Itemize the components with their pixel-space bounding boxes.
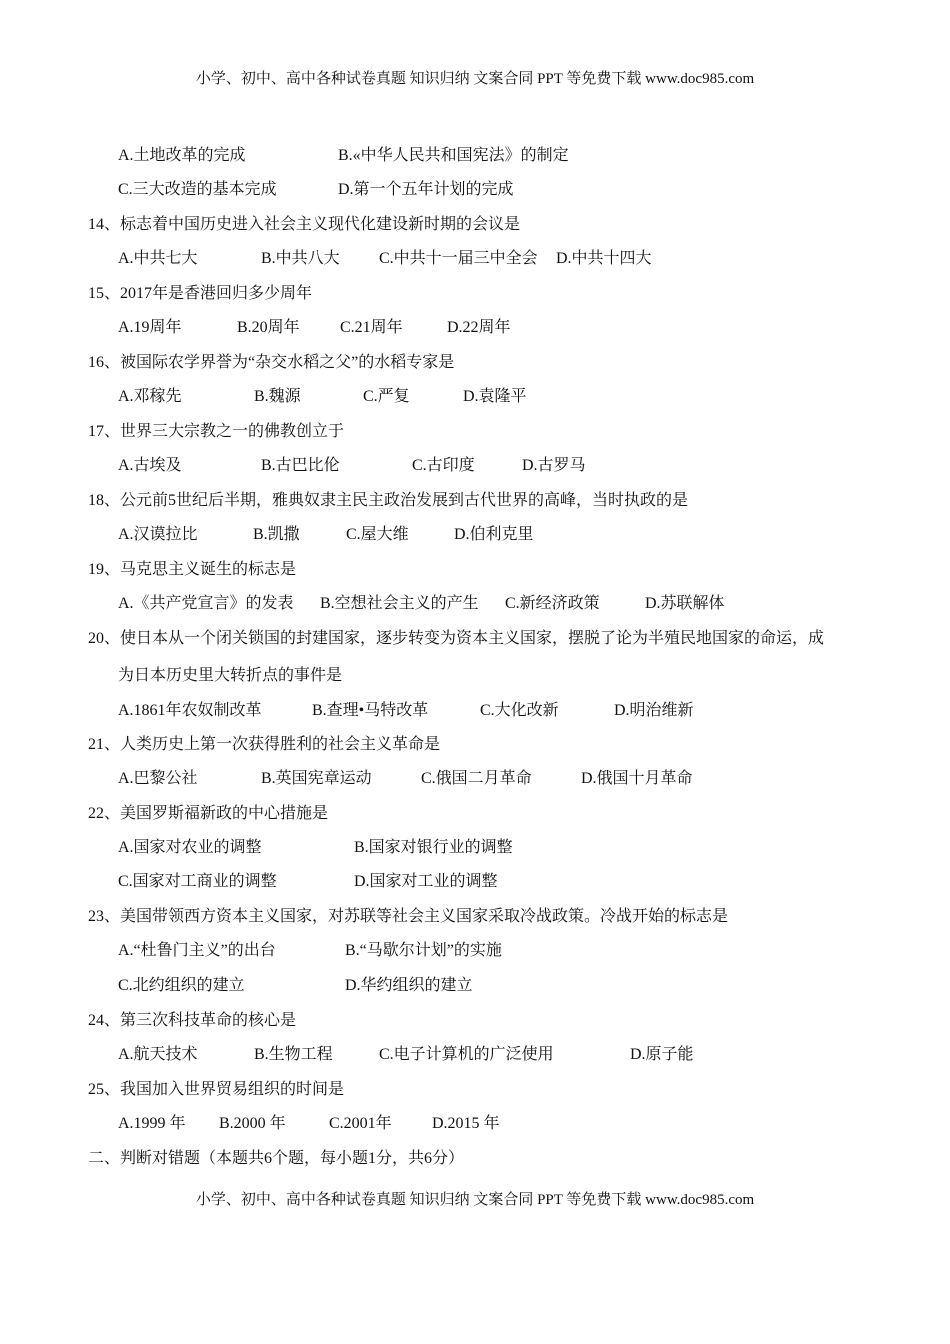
- option-a: A.1999 年: [118, 1115, 186, 1132]
- section-2-heading: 二、判断对错题（本题共6个题，每小题1分，共6分）: [88, 1150, 465, 1167]
- option-b: B.生物工程: [254, 1046, 333, 1063]
- option-c: C.2001年: [329, 1115, 392, 1132]
- option-d: D.明治维新: [614, 702, 694, 719]
- option-d: D.中共十四大: [556, 250, 652, 267]
- option-a: A.19周年: [118, 319, 182, 336]
- question-18-stem: 18、公元前5世纪后半期，雅典奴隶主民主政治发展到古代世界的高峰，当时执政的是: [88, 492, 689, 509]
- option-c: C.大化改新: [480, 702, 559, 719]
- option-c: C.北约组织的建立: [118, 977, 245, 994]
- option-a: A.土地改革的完成: [118, 147, 246, 164]
- option-b: B.2000 年: [219, 1115, 286, 1132]
- question-21-stem: 21、人类历史上第一次获得胜利的社会主义革命是: [88, 736, 441, 753]
- option-b: B.中共八大: [261, 250, 340, 267]
- option-b: B.20周年: [237, 319, 300, 336]
- option-a: A.汉谟拉比: [118, 526, 198, 543]
- option-b: B.国家对银行业的调整: [354, 839, 513, 856]
- option-a: A.《共产党宣言》的发表: [118, 595, 294, 612]
- option-b: B.凯撒: [253, 526, 300, 543]
- option-b: B.古巴比伦: [261, 457, 340, 474]
- option-a: A.国家对农业的调整: [118, 839, 262, 856]
- option-a: A.1861年农奴制改革: [118, 702, 262, 719]
- question-15-stem: 15、2017年是香港回归多少周年: [88, 285, 313, 302]
- option-a: A.“杜鲁门主义”的出台: [118, 942, 276, 959]
- option-d: D.原子能: [630, 1046, 694, 1063]
- question-25-stem: 25、我国加入世界贸易组织的时间是: [88, 1081, 345, 1098]
- question-20-stem-continued: 为日本历史里大转折点的事件是: [118, 667, 343, 684]
- option-c: C.21周年: [340, 319, 403, 336]
- option-b: B.查理•马特改革: [312, 702, 429, 719]
- option-a: A.古埃及: [118, 457, 182, 474]
- option-d: D.第一个五年计划的完成: [338, 181, 514, 198]
- option-d: D.2015 年: [432, 1115, 500, 1132]
- question-16-stem: 16、被国际农学界誉为“杂交水稻之父”的水稻专家是: [88, 354, 455, 371]
- question-19-stem: 19、马克思主义诞生的标志是: [88, 561, 297, 578]
- option-c: C.古印度: [412, 457, 475, 474]
- question-22-stem: 22、美国罗斯福新政的中心措施是: [88, 805, 329, 822]
- option-c: C.国家对工商业的调整: [118, 873, 277, 890]
- option-b: B.英国宪章运动: [261, 770, 372, 787]
- question-17-stem: 17、世界三大宗教之一的佛教创立于: [88, 423, 345, 440]
- option-b: B.“马歇尔计划”的实施: [345, 942, 502, 959]
- option-d: D.国家对工业的调整: [354, 873, 498, 890]
- option-b: B.«中华人民共和国宪法》的制定: [338, 147, 569, 164]
- option-d: D.古罗马: [522, 457, 586, 474]
- question-24-stem: 24、第三次科技革命的核心是: [88, 1012, 297, 1029]
- option-c: C.严复: [363, 388, 410, 405]
- option-d: D.俄国十月革命: [581, 770, 693, 787]
- option-c: C.三大改造的基本完成: [118, 181, 277, 198]
- question-23-stem: 23、美国带领西方资本主义国家，对苏联等社会主义国家采取冷战政策。冷战开始的标志是: [88, 908, 729, 925]
- option-a: A.中共七大: [118, 250, 198, 267]
- option-c: C.电子计算机的广泛使用: [379, 1046, 554, 1063]
- option-c: C.俄国二月革命: [421, 770, 532, 787]
- option-c: C.中共十一届三中全会: [379, 250, 538, 267]
- page-header: 小学、初中、高中各种试卷真题 知识归纳 文案合同 PPT 等免费下载 www.doc985.com: [195, 71, 755, 87]
- option-c: C.屋大维: [346, 526, 409, 543]
- option-d: D.袁隆平: [463, 388, 527, 405]
- option-d: D.22周年: [447, 319, 511, 336]
- option-d: D.华约组织的建立: [345, 977, 473, 994]
- option-b: B.空想社会主义的产生: [320, 595, 479, 612]
- option-c: C.新经济政策: [505, 595, 600, 612]
- option-d: D.伯利克里: [454, 526, 534, 543]
- option-a: A.邓稼先: [118, 388, 182, 405]
- option-d: D.苏联解体: [645, 595, 725, 612]
- option-a: A.巴黎公社: [118, 770, 198, 787]
- page-footer: 小学、初中、高中各种试卷真题 知识归纳 文案合同 PPT 等免费下载 www.doc985.com: [195, 1192, 755, 1208]
- question-14-stem: 14、标志着中国历史进入社会主义现代化建设新时期的会议是: [88, 216, 521, 233]
- question-20-stem: 20、使日本从一个闭关锁国的封建国家，逐步转变为资本主义国家，摆脱了论为半殖民地国家的命运，成: [88, 630, 825, 647]
- option-a: A.航天技术: [118, 1046, 198, 1063]
- option-b: B.魏源: [254, 388, 301, 405]
